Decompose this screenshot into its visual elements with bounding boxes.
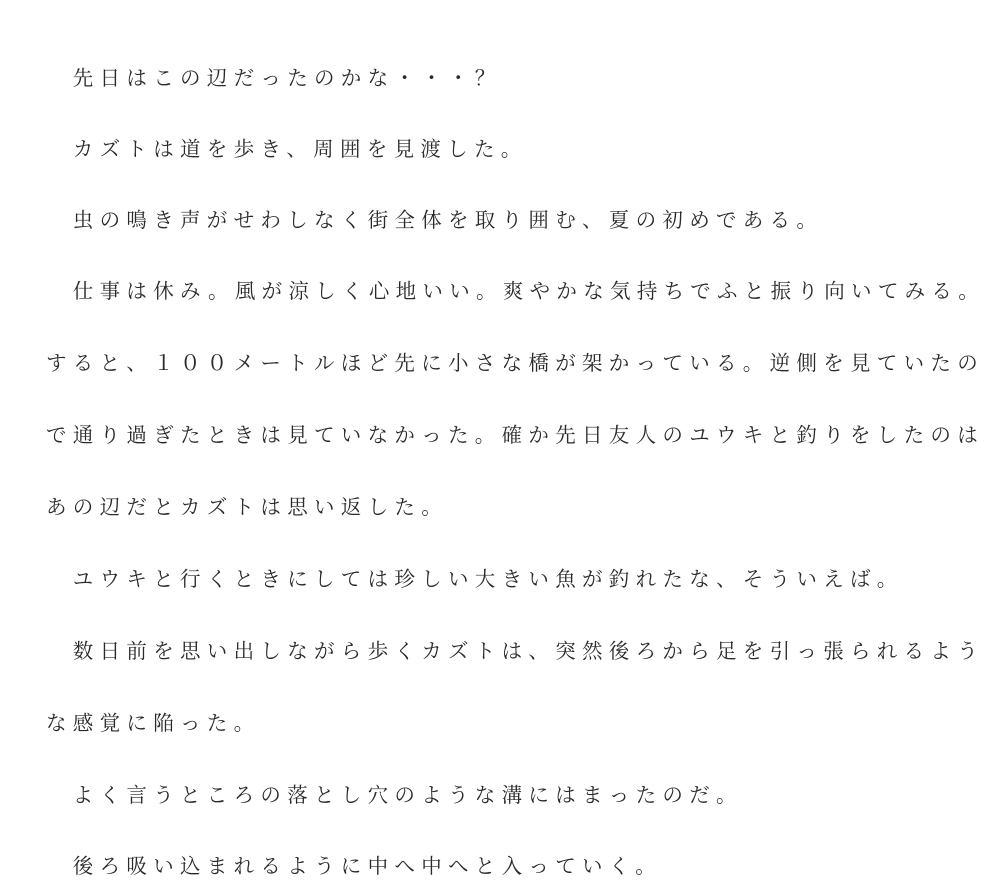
text-line-4: 仕事は休み。風が涼しく心地いい。爽やかな気持ちでふと振り向いてみる。 (46, 279, 985, 303)
text-line-8: ユウキと行くときにしては珍しい大きい魚が釣れたな、そういえば。 (46, 567, 904, 591)
text-line-5: すると、１００メートルほど先に小さな橋が架かっている。逆側を見ていたの (46, 351, 984, 375)
text-line-3: 虫の鳴き声がせわしなく街全体を取り囲む、夏の初めである。 (46, 208, 824, 232)
text-line-2: カズトは道を歩き、周囲を見渡した。 (46, 137, 528, 161)
text-line-6: で通り過ぎたときは見ていなかった。確か先日友人のユウキと釣りをしたのは (46, 423, 984, 447)
text-line-10: な感覚に陥った。 (46, 711, 261, 735)
text-line-1: 先日はこの辺だったのかな・・・？ (46, 66, 502, 90)
text-line-9: 数日前を思い出しながら歩くカズトは、突然後ろから足を引っ張られるよう (46, 639, 984, 663)
text-line-7: あの辺だとカズトは思い返した。 (46, 495, 448, 519)
text-line-11: よく言うところの落とし穴のような溝にはまったのだ。 (46, 783, 743, 807)
text-line-12: 後ろ吸い込まれるように中へ中へと入っていく。 (46, 854, 662, 878)
